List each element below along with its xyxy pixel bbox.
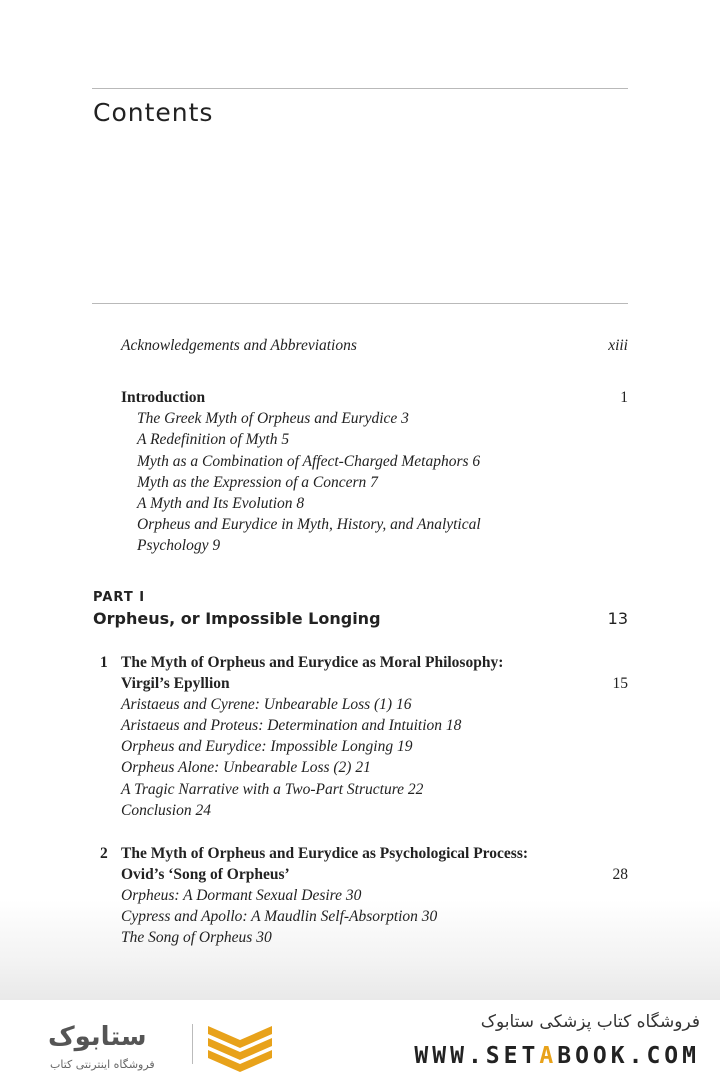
front-matter-label: Acknowledgements and Abbreviations	[121, 337, 357, 354]
toc-section: The Song of Orpheus 30	[121, 929, 272, 946]
toc-section: Orpheus and Eurydice in Myth, History, and Analytical	[137, 516, 481, 533]
toc-section: Myth as the Expression of a Concern 7	[137, 474, 378, 491]
chapter-title-cont: Virgil’s Epyllion	[121, 675, 230, 692]
toc-section: Aristaeus and Cyrene: Unbearable Loss (1) 16	[121, 696, 412, 713]
url-accent: A	[539, 1043, 558, 1069]
title-rule	[92, 303, 628, 304]
toc-section: Orpheus Alone: Unbearable Loss (2) 21	[121, 759, 371, 776]
chapter-page: 28	[612, 866, 628, 883]
introduction-title: Introduction	[121, 389, 206, 406]
toc-section: Conclusion 24	[121, 802, 211, 819]
front-matter-page: xiii	[608, 337, 628, 354]
store-logo-subtitle: فروشگاه اینترنتی کتاب	[50, 1058, 155, 1071]
store-url[interactable]	[414, 1043, 700, 1069]
part-title: Orpheus, or Impossible Longing	[93, 609, 381, 628]
url-prefix: WWW.SET	[414, 1043, 540, 1069]
toc-section: Psychology 9	[137, 537, 221, 554]
logo-divider	[192, 1024, 193, 1064]
toc-section: Orpheus: A Dormant Sexual Desire 30	[121, 887, 362, 904]
chapter-number: 1	[100, 654, 108, 671]
introduction-page: 1	[620, 389, 628, 406]
toc-section: Aristaeus and Proteus: Determination and Intuition 18	[121, 717, 462, 734]
toc-section: Orpheus and Eurydice: Impossible Longing 19	[121, 738, 413, 755]
store-logo-text: ستابوک	[48, 1022, 147, 1052]
store-name: فروشگاه کتاب پزشکی ستابوک	[480, 1012, 700, 1032]
part-page: 13	[607, 609, 628, 628]
page-title: Contents	[93, 98, 214, 127]
toc-section: A Redefinition of Myth 5	[137, 431, 290, 448]
toc-section: Myth as a Combination of Affect-Charged Metaphors 6	[137, 453, 481, 470]
chapter-title: The Myth of Orpheus and Eurydice as Moral Philosophy:	[121, 654, 504, 671]
chapter-title-cont: Ovid’s ‘Song of Orpheus’	[121, 866, 290, 883]
toc-section: Cypress and Apollo: A Maudlin Self-Absorption 30	[121, 908, 438, 925]
chapter-page: 15	[612, 675, 628, 692]
toc-section: A Tragic Narrative with a Two-Part Structure 22	[121, 781, 424, 798]
stacked-chevrons-icon	[200, 1022, 280, 1072]
toc-section: A Myth and Its Evolution 8	[137, 495, 305, 512]
chapter-title: The Myth of Orpheus and Eurydice as Psychological Process:	[121, 845, 529, 862]
url-suffix: BOOK.COM	[557, 1043, 700, 1069]
chapter-number: 2	[100, 845, 108, 862]
toc-section: The Greek Myth of Orpheus and Eurydice 3	[137, 410, 409, 427]
part-label: PART I	[93, 590, 146, 605]
top-rule	[92, 88, 628, 89]
